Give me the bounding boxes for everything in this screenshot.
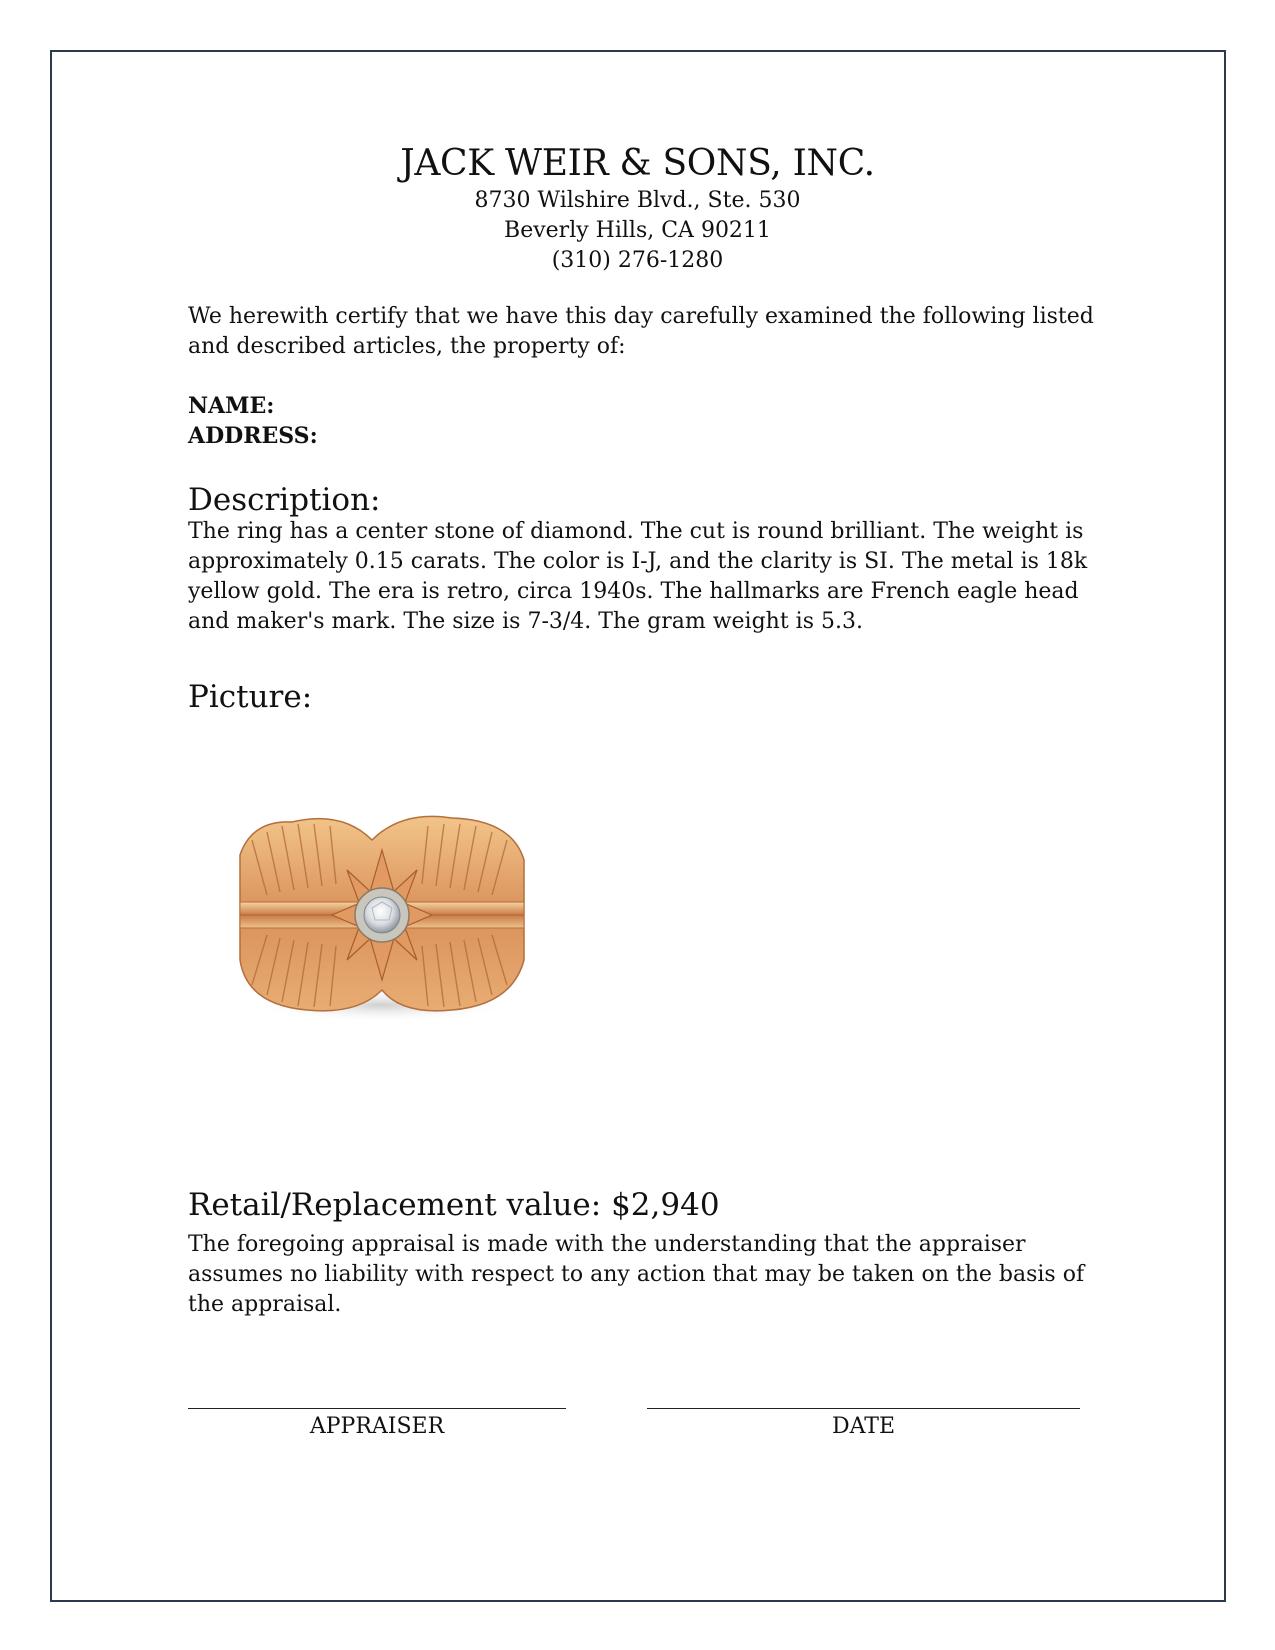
- date-label: DATE: [831, 1414, 896, 1439]
- owner-fields: [188, 391, 1098, 451]
- description-text: The ring has a center stone of diamond. The cut is round brilliant. The weight is approximately 0.15 carats. The color is I-J, and the clarity is SI. The metal is 18k yellow gold. The era is retro, circa 1940s. The hallmarks are French eagle head and maker's mark. The size is 7-3/4. The gram weight is 5.3.: [188, 519, 1088, 634]
- ring-photo: [232, 810, 570, 1075]
- name-label: NAME:: [188, 393, 275, 419]
- page-border: [50, 50, 1226, 1602]
- appraiser-label: APPRAISER: [309, 1414, 445, 1439]
- letterhead: [0, 142, 1275, 276]
- address-label: ADDRESS:: [188, 423, 318, 449]
- replacement-value: Retail/Replacement value: $2,940: [188, 1187, 720, 1223]
- address-line-2: Beverly Hills, CA 90211: [504, 218, 771, 243]
- picture-heading: Picture:: [188, 679, 313, 715]
- certification-intro: We herewith certify that we have this day carefully examined the following listed and described articles, the property of:: [188, 304, 1094, 359]
- disclaimer-text: The foregoing appraisal is made with the understanding that the appraiser assumes no liability with respect to any action that may be taken on the basis of the appraisal.: [188, 1232, 1085, 1317]
- date-signature-line: [647, 1408, 1080, 1409]
- description-heading: Description:: [188, 482, 381, 518]
- company-name: JACK WEIR & SONS, INC.: [400, 143, 875, 184]
- appraiser-signature-line: [188, 1408, 566, 1409]
- address-line-1: 8730 Wilshire Blvd., Ste. 530: [474, 188, 801, 213]
- phone-number: (310) 276-1280: [551, 248, 724, 273]
